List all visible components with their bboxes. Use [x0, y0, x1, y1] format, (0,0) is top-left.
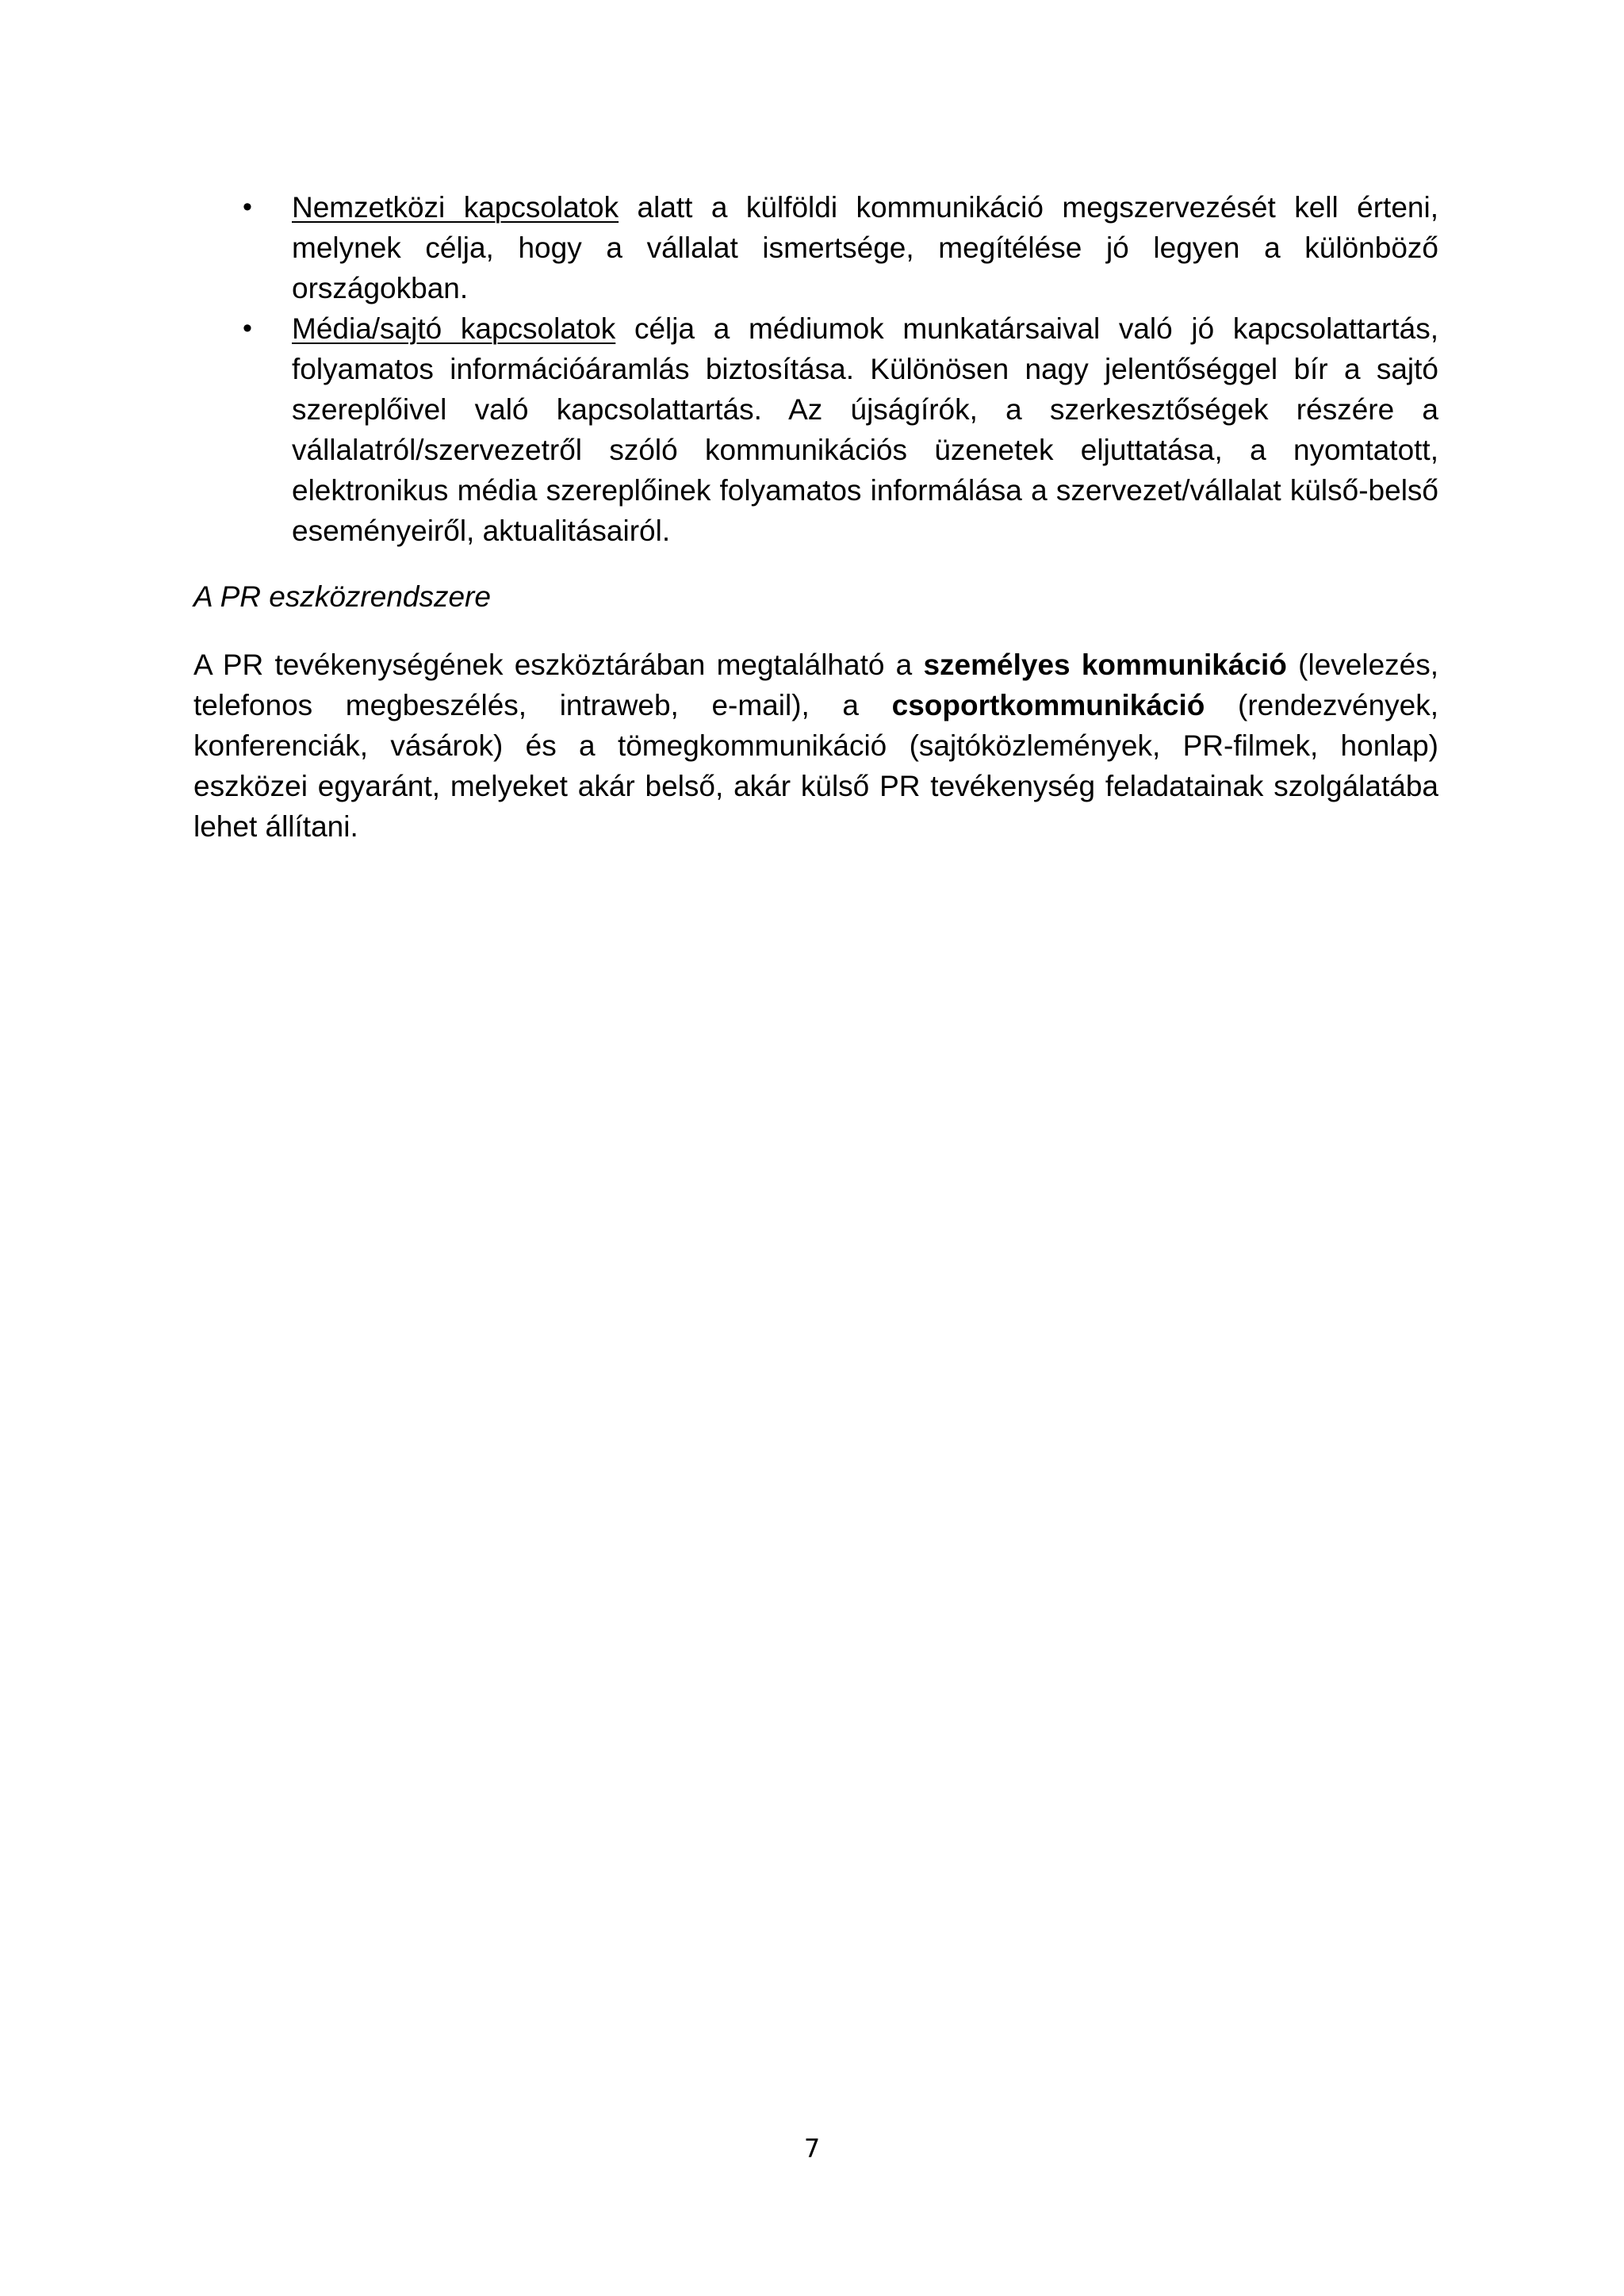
- paragraph-bold-term: személyes kommunikáció: [923, 649, 1287, 681]
- bullet-text: célja a médiumok munkatársaival való jó kapcsolattartás, folyamatos információáramlás biztosítása. Különösen nagy jelentőséggel bír a sajtó szereplőivel való kapcsolattartás. Az újságírók, a szerkesztőségek részére a vállalatról/szervezetről szóló kommunikációs üzenetek eljuttatása, a nyomtatott, elektronikus média szereplőinek folyamatos informálása a szervezet/vállalat külső-belső eseményeiről, aktualitásairól.: [292, 312, 1438, 547]
- bullet-icon: •: [243, 192, 252, 222]
- paragraph-text: (rendezvények, konferenciák, vásárok) és a tömegkommunikáció (sajtóközlemények, PR-filmek, honlap) eszközei egyaránt, melyeket akár belső, akár külső PR tevékenység feladatainak szolgálatába lehet állítani.: [193, 689, 1438, 843]
- page-number: 7: [803, 2133, 821, 2164]
- bullet-term: Média/sajtó kapcsolatok: [292, 312, 616, 345]
- section-heading: A PR eszközrendszere: [193, 580, 491, 613]
- bullet-list: [193, 187, 1438, 551]
- page-content: [193, 187, 1438, 847]
- paragraph-text: A PR tevékenységének eszköztárában megtalálható a: [193, 649, 924, 681]
- bullet-icon: •: [243, 313, 252, 343]
- bullet-item-media-sajto-kapcsolatok: [193, 308, 1438, 551]
- paragraph-bold-term: csoportkommunikáció: [891, 689, 1205, 721]
- paragraph-text: (levelezés, telefonos megbeszélés, intraweb, e-mail), a: [193, 649, 1439, 721]
- bullet-term: Nemzetközi kapcsolatok: [292, 191, 619, 224]
- body-paragraph: [193, 645, 1438, 847]
- bullet-item-nemzetkozi-kapcsolatok: [193, 187, 1438, 308]
- bullet-text: alatt a külföldi kommunikáció megszervezését kell érteni, melynek célja, hogy a vállalat ismertsége, megítélése jó legyen a különböző országokban.: [292, 191, 1438, 304]
